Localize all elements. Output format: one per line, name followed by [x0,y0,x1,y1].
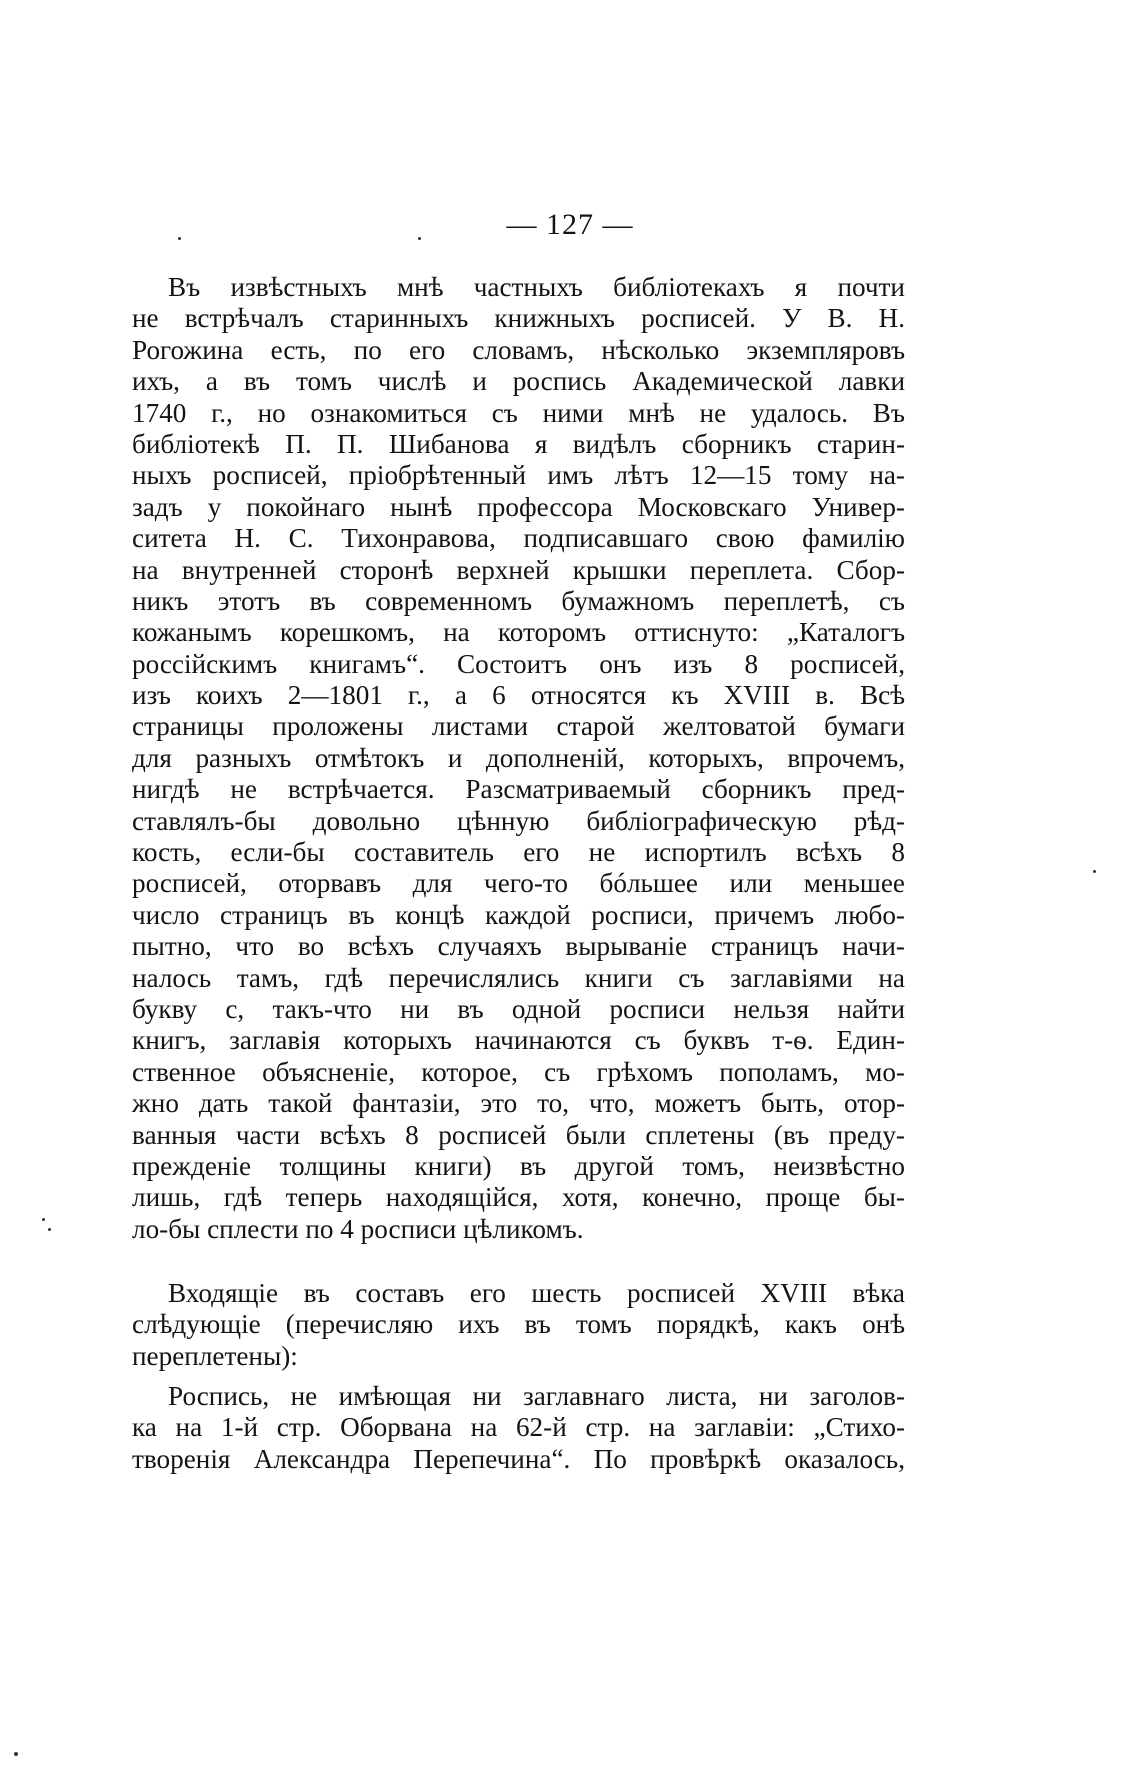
text-line: никъ этотъ въ современномъ бумажномъ переплетѣ, съ [132,585,905,616]
text-line: прежденіе толщины книги) въ другой томъ, неизвѣстно [132,1150,905,1181]
text-line: на внутренней сторонѣ верхней крышки переплета. Сбор- [132,554,905,585]
text-line: Входящіе въ составъ его шесть росписей XVIII вѣка [168,1278,905,1308]
scan-speck [1093,870,1096,873]
text-line: задъ у покойнаго нынѣ профессора Московскаго Универ- [132,491,905,522]
text-line: для разныхъ отмѣтокъ и дополненій, которыхъ, впрочемъ, [132,742,905,773]
text-line: лишь, гдѣ теперь находящійся, хотя, конечно, проще бы- [132,1182,905,1213]
paragraph-1 [132,272,905,1245]
text-line: не встрѣчалъ старинныхъ книжныхъ росписей. У В. Н. [132,303,905,334]
paragraph-2 [132,1278,905,1372]
text-line: число страницъ въ концѣ каждой росписи, причемъ любо- [132,899,905,930]
text-line: книгъ, заглавія которыхъ начинаются съ буквъ т-ѳ. Един- [132,1025,905,1056]
text-line: ванныя части всѣхъ 8 росписей были сплетены (въ преду- [132,1119,905,1150]
text-line: переплетены): [132,1340,298,1371]
text-line: кожанымъ корешкомъ, на которомъ оттиснуто: „Каталогъ [132,617,905,648]
scan-speck [418,237,421,240]
text-line: ихъ, а въ томъ числѣ и роспись Академической лавки [132,366,905,397]
text-line: изъ коихъ 2—1801 г., а 6 относятся къ XVIII в. Всѣ [132,680,905,711]
page-number: — 127 — [506,208,634,241]
text-line: пытно, что во всѣхъ случаяхъ вырываніе страницъ начи- [132,931,905,962]
text-line: Рогожина есть, по его словамъ, нѣсколько экземпляровъ [132,334,905,365]
text-line: ставлялъ-бы довольно цѣнную библіографическую рѣд- [132,805,905,836]
text-line: творенія Александра Перепечина“. По провѣркѣ оказалось, [132,1443,905,1474]
text-line: 1740 г., но ознакомиться съ ними мнѣ не удалось. Въ [132,397,905,428]
text-line: россійскимъ книгамъ“. Состоитъ онъ изъ 8 росписей, [132,648,905,679]
text-line: слѣдующіе (перечисляю ихъ въ томъ порядкѣ, какъ онѣ [132,1309,905,1340]
text-line: налось тамъ, гдѣ перечислялись книги съ заглавіями на [132,962,905,993]
text-line: ственное объясненіе, которое, съ грѣхомъ пополамъ, мо- [132,1056,905,1087]
text-line: ныхъ росписей, пріобрѣтенный имъ лѣтъ 12—15 тому на- [132,460,905,491]
text-line: ка на 1-й стр. Оборвана на 62-й стр. на заглавіи: „Стихо- [132,1412,905,1443]
paragraph-3 [132,1381,905,1475]
scan-speck [14,1752,18,1756]
text-line: Роспись, не имѣющая ни заглавнаго листа, ни заголов- [168,1381,905,1411]
text-line: библіотекѣ П. П. Шибанова я видѣлъ сборникъ старин- [132,428,905,459]
text-line: кость, если-бы составитель его не испортилъ всѣхъ 8 [132,837,905,868]
text-line: нигдѣ не встрѣчается. Разсматриваемый сборникъ пред- [132,774,905,805]
scan-speck [48,1228,51,1231]
scan-speck [178,237,181,240]
text-line: букву с, такъ-что ни въ одной росписи нельзя найти [132,993,905,1024]
text-line: ло-бы сплести по 4 росписи цѣликомъ. [132,1213,584,1244]
text-line: Въ извѣстныхъ мнѣ частныхъ библіотекахъ я почти [168,272,905,302]
text-line: ситета Н. С. Тихонравова, подписавшаго свою фамилію [132,523,905,554]
text-line: страницы проложены листами старой желтоватой бумаги [132,711,905,742]
scan-speck [42,1218,45,1221]
text-line: росписей, оторвавъ для чего-то бóльшее или меньшее [132,868,905,899]
text-line: жно дать такой фантазіи, это то, что, можетъ быть, отор- [132,1088,905,1119]
